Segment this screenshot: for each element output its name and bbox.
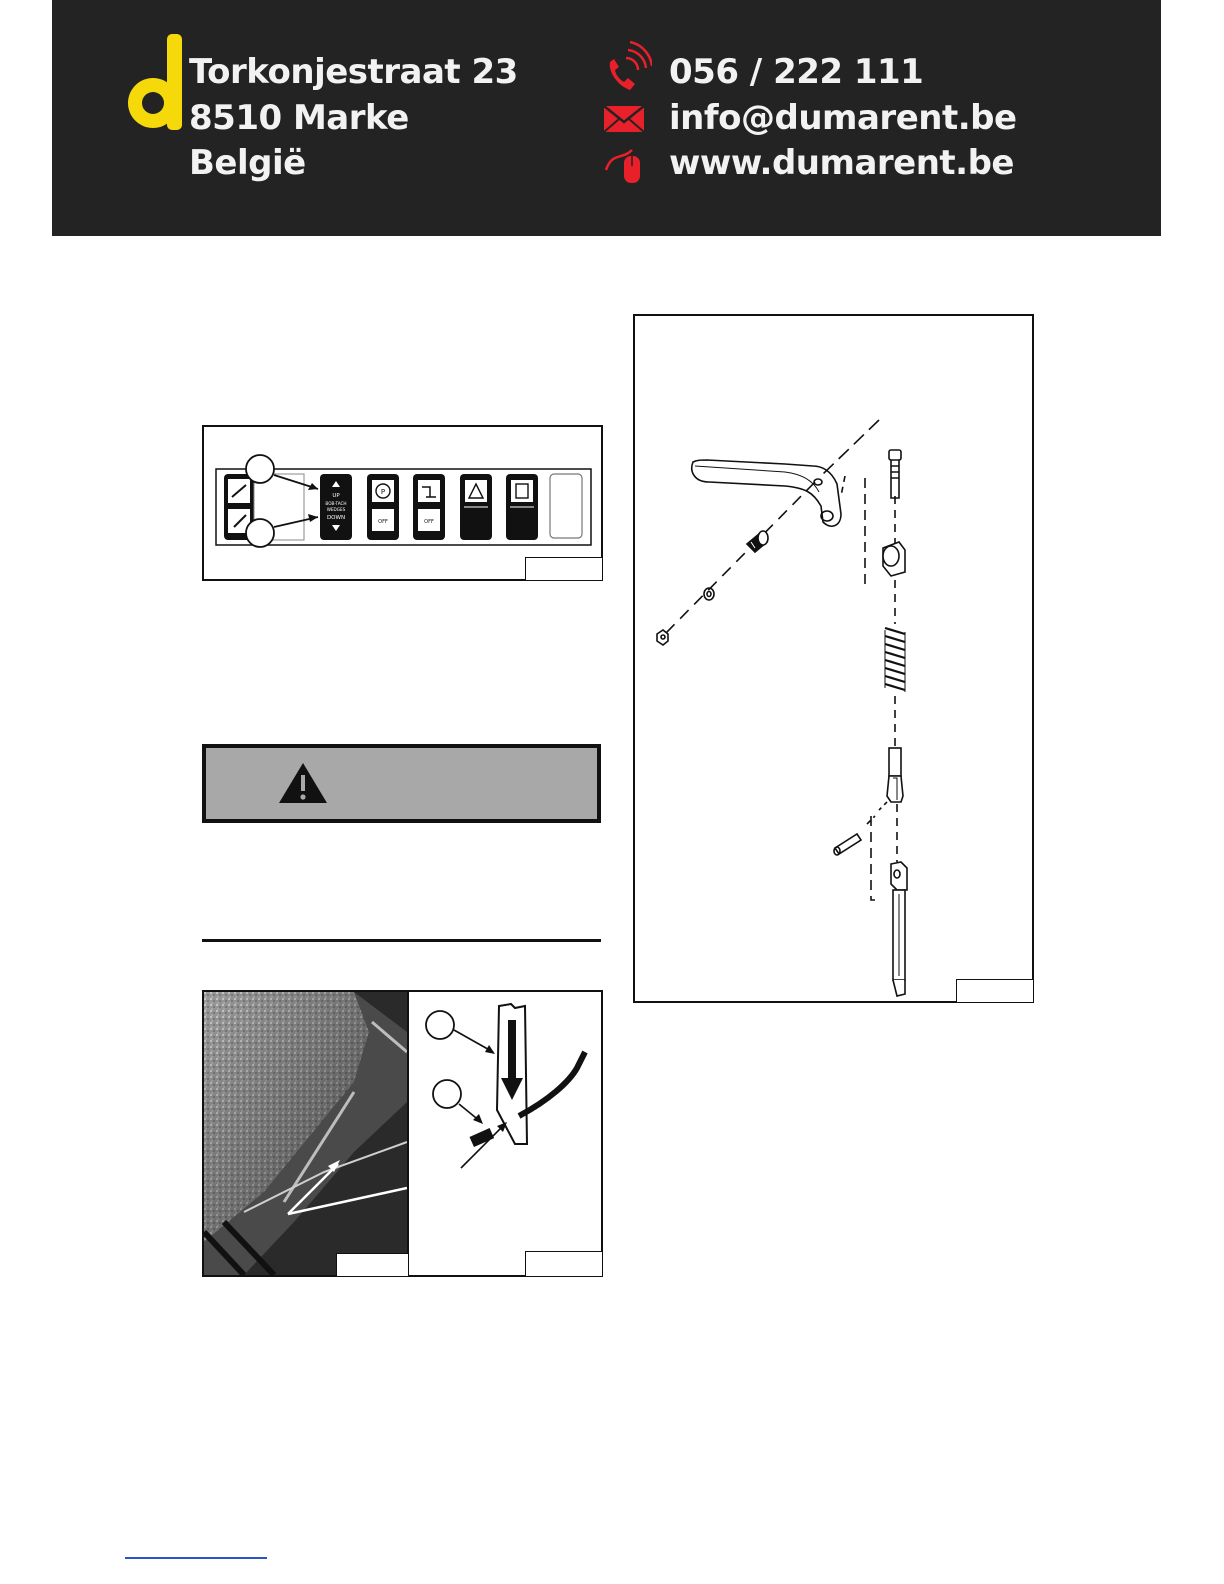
- callout-circle-2: [246, 519, 274, 547]
- switch-hazard: [460, 474, 492, 540]
- label-off-1: OFF: [378, 519, 388, 525]
- phone-icon: [610, 42, 652, 90]
- warning-box: [202, 744, 601, 823]
- callout-circle-1: [246, 455, 274, 483]
- mouse-icon: [606, 150, 640, 183]
- label-down: DOWN: [326, 515, 346, 521]
- warning-triangle-icon: [277, 761, 329, 805]
- label-off-2: OFF: [424, 519, 434, 525]
- section-divider: [202, 939, 601, 942]
- exploded-view-drawing: [635, 316, 1032, 1001]
- callout-circle-3: [426, 1011, 454, 1039]
- switch-parking-brake: [367, 474, 399, 540]
- footer-link-underline: [125, 1557, 267, 1559]
- wedge-figure: [202, 990, 603, 1277]
- exploded-tag: [956, 979, 1034, 1003]
- company-address: [189, 50, 518, 187]
- switch-4: [413, 474, 445, 540]
- control-panel-figure: [202, 425, 603, 581]
- wedge-photo: [204, 992, 407, 1275]
- website-link[interactable]: www.dumarent.be: [669, 143, 1014, 183]
- label-wedges: WEDGES: [326, 507, 346, 512]
- photo-tag: [336, 1253, 409, 1277]
- letterhead: [52, 0, 1161, 236]
- company-logo: [120, 30, 190, 140]
- label-bob-tach: BOB-TACH: [325, 501, 347, 506]
- email-address[interactable]: info@dumarent.be: [669, 97, 1017, 138]
- address-country: België: [189, 143, 306, 183]
- diagram-tag: [525, 1251, 603, 1277]
- phone-number: 056 / 222 111: [669, 52, 924, 92]
- figure-tag: [525, 557, 603, 581]
- mail-icon: [604, 106, 644, 132]
- exploded-view-figure: [633, 314, 1034, 1003]
- switch-light: [506, 474, 538, 540]
- address-street: Torkonjestraat 23: [189, 52, 518, 92]
- svg-text:P: P: [380, 488, 386, 496]
- company-contacts: [669, 50, 1017, 187]
- wedge-diagram: [409, 992, 601, 1275]
- address-city: 8510 Marke: [189, 97, 409, 138]
- label-up: UP: [332, 493, 340, 499]
- switch-bob-tach: [320, 474, 352, 540]
- callout-circle-4: [433, 1080, 461, 1108]
- contact-icons: [602, 40, 652, 190]
- blank-switch-slot: [550, 474, 582, 538]
